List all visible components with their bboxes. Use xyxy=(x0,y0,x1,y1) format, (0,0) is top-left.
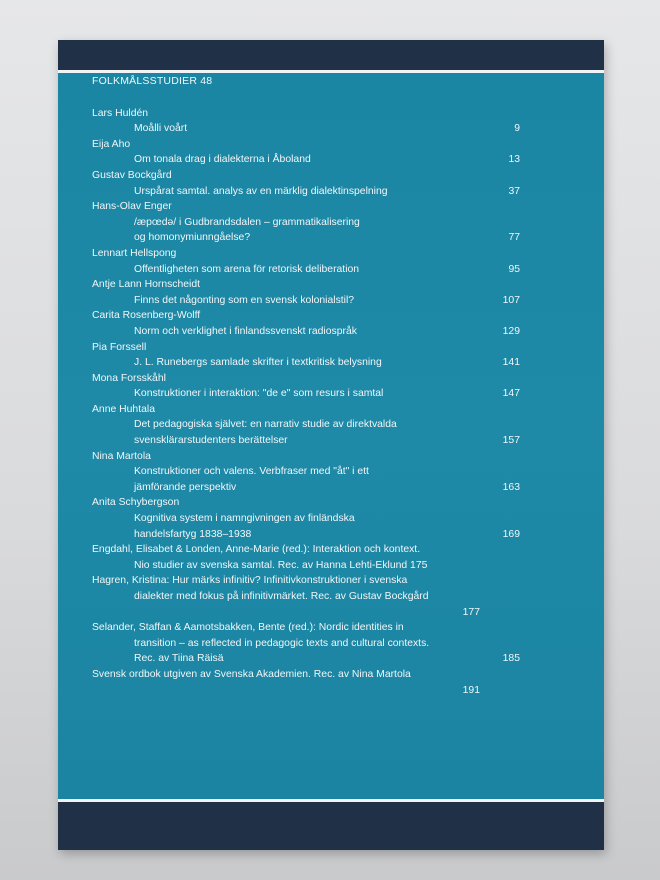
entry-title-line: Moålli voårt xyxy=(134,123,188,135)
entry-page-number: 13 xyxy=(508,154,520,166)
entry-author: Hans-Olav Enger xyxy=(92,201,172,213)
entry-page-number: 37 xyxy=(508,185,520,197)
entry-title-block xyxy=(92,293,528,309)
entry-page-number: 129 xyxy=(502,325,520,337)
review-continuation-line: Rec. av Tiina Räisä xyxy=(134,653,224,665)
entry-author: Anita Schybergson xyxy=(92,497,180,509)
toc-entry xyxy=(92,106,528,137)
entry-page-number: 141 xyxy=(502,357,520,369)
review-continuation-line: dialekter med fokus på infinitivmärket. Rec. av Gustav Bockgård xyxy=(134,591,429,602)
toc-entry xyxy=(92,308,528,339)
entry-title-block xyxy=(92,215,528,246)
entry-page-number: 95 xyxy=(508,263,520,275)
review-page-number: 177 xyxy=(462,606,480,618)
entry-title-line: svensklärarstudenters berättelser xyxy=(134,435,288,447)
entry-title-line: Kognitiva system i namngivningen av finländska xyxy=(134,513,355,525)
entry-title-line: /æpœdə/ i Gudbrandsdalen – grammatikalisering xyxy=(134,216,360,228)
entry-author: Mona Forsskåhl xyxy=(92,372,166,384)
toc-reviews xyxy=(92,542,528,698)
toc-entries xyxy=(92,106,528,543)
entry-page-number: 169 xyxy=(502,528,520,540)
entry-author: Pia Forssell xyxy=(92,341,147,353)
review-entry xyxy=(92,620,528,667)
entry-page-number: 163 xyxy=(502,481,520,493)
review-continuation-line: Nio studier av svenska samtal. Rec. av Hanna Lehti-Eklund 175 xyxy=(134,559,428,571)
entry-title-line: J. L. Runebergs samlade skrifter i textkritisk belysning xyxy=(134,357,382,369)
toc-entry xyxy=(92,199,528,246)
review-first-line: Selander, Staffan & Aamotsbakken, Bente (red.): Nordic identities in xyxy=(92,622,404,634)
toc-entry xyxy=(92,137,528,168)
entry-author: Eija Aho xyxy=(92,138,131,150)
entry-title-line: jämförande perspektiv xyxy=(134,481,237,493)
toc-entry xyxy=(92,168,528,199)
entry-author: Lars Huldén xyxy=(92,107,149,119)
entry-title-line: Om tonala drag i dialekterna i Åboland xyxy=(134,154,311,166)
white-stripe-top xyxy=(58,70,604,73)
review-first-line: Hagren, Kristina: Hur märks infinitiv? Infinitivkonstruktioner i svenska xyxy=(92,575,408,587)
entry-page-number: 77 xyxy=(508,232,520,244)
review-first-line: Svensk ordbok utgiven av Svenska Akademien. Rec. av Nina Martola xyxy=(92,668,411,680)
entry-page-number: 147 xyxy=(502,388,520,400)
review-entry xyxy=(92,667,528,698)
review-page-number: 191 xyxy=(462,684,480,696)
entry-title-block xyxy=(92,152,528,168)
entry-title-block xyxy=(92,511,528,542)
entry-title-block xyxy=(92,184,528,200)
entry-title-line: Det pedagogiska självet: en narrativ studie av direktvalda xyxy=(134,419,397,431)
entry-page-number: 9 xyxy=(514,123,520,135)
toc-entry xyxy=(92,495,528,542)
entry-title-block xyxy=(92,417,528,448)
toc-entry xyxy=(92,340,528,371)
entry-title-block xyxy=(92,355,528,371)
entry-title-line: Konstruktioner och valens. Verbfraser med "åt" i ett xyxy=(134,466,369,478)
toc-entry xyxy=(92,371,528,402)
review-first-line: Engdahl, Elisabet & Londen, Anne-Marie (red.): Interaktion och kontext. xyxy=(92,544,421,556)
entry-title-line: og homonymiunngåelse? xyxy=(134,232,251,244)
review-entry xyxy=(92,542,528,573)
review-entry xyxy=(92,573,528,620)
series-title: FOLKMÅLSSTUDIER 48 xyxy=(92,75,213,87)
entry-author: Anne Huhtala xyxy=(92,403,155,415)
toc-entry xyxy=(92,277,528,308)
toc-entry xyxy=(92,402,528,449)
toc-entry xyxy=(92,246,528,277)
entry-title-line: Offentligheten som arena för retorisk deliberation xyxy=(134,263,360,275)
entry-author: Lennart Hellspong xyxy=(92,247,177,259)
top-navy-band xyxy=(58,40,604,70)
entry-title-line: Urspårat samtal. analys av en märklig dialektinspelning xyxy=(134,185,388,197)
entry-title-block xyxy=(92,324,528,340)
entry-title-block xyxy=(92,386,528,402)
entry-title-line: Norm och verklighet i finlandssvenskt radiospråk xyxy=(134,325,357,337)
bottom-navy-band xyxy=(58,802,604,850)
entry-title-block xyxy=(92,121,528,137)
review-page-number: 185 xyxy=(502,653,520,665)
entry-author: Carita Rosenberg-Wolff xyxy=(92,310,201,322)
entry-title-block xyxy=(92,262,528,278)
entry-author: Antje Lann Hornscheidt xyxy=(92,279,201,291)
toc-entry xyxy=(92,449,528,496)
entry-title-line: Konstruktioner i interaktion: "de e" som resurs i samtal xyxy=(134,388,384,400)
entry-title-block xyxy=(92,464,528,495)
entry-title-line: handelsfartyg 1838–1938 xyxy=(134,528,252,540)
review-continuation-line: transition – as reflected in pedagogic texts and cultural contexts. xyxy=(134,637,430,649)
entry-author: Gustav Bockgård xyxy=(92,169,172,181)
entry-title-line: Finns det någonting som en svensk kolonialstil? xyxy=(134,294,355,306)
entry-author: Nina Martola xyxy=(92,450,151,462)
entry-page-number: 157 xyxy=(502,435,520,447)
table-of-contents xyxy=(92,74,528,698)
entry-page-number: 107 xyxy=(502,294,520,306)
